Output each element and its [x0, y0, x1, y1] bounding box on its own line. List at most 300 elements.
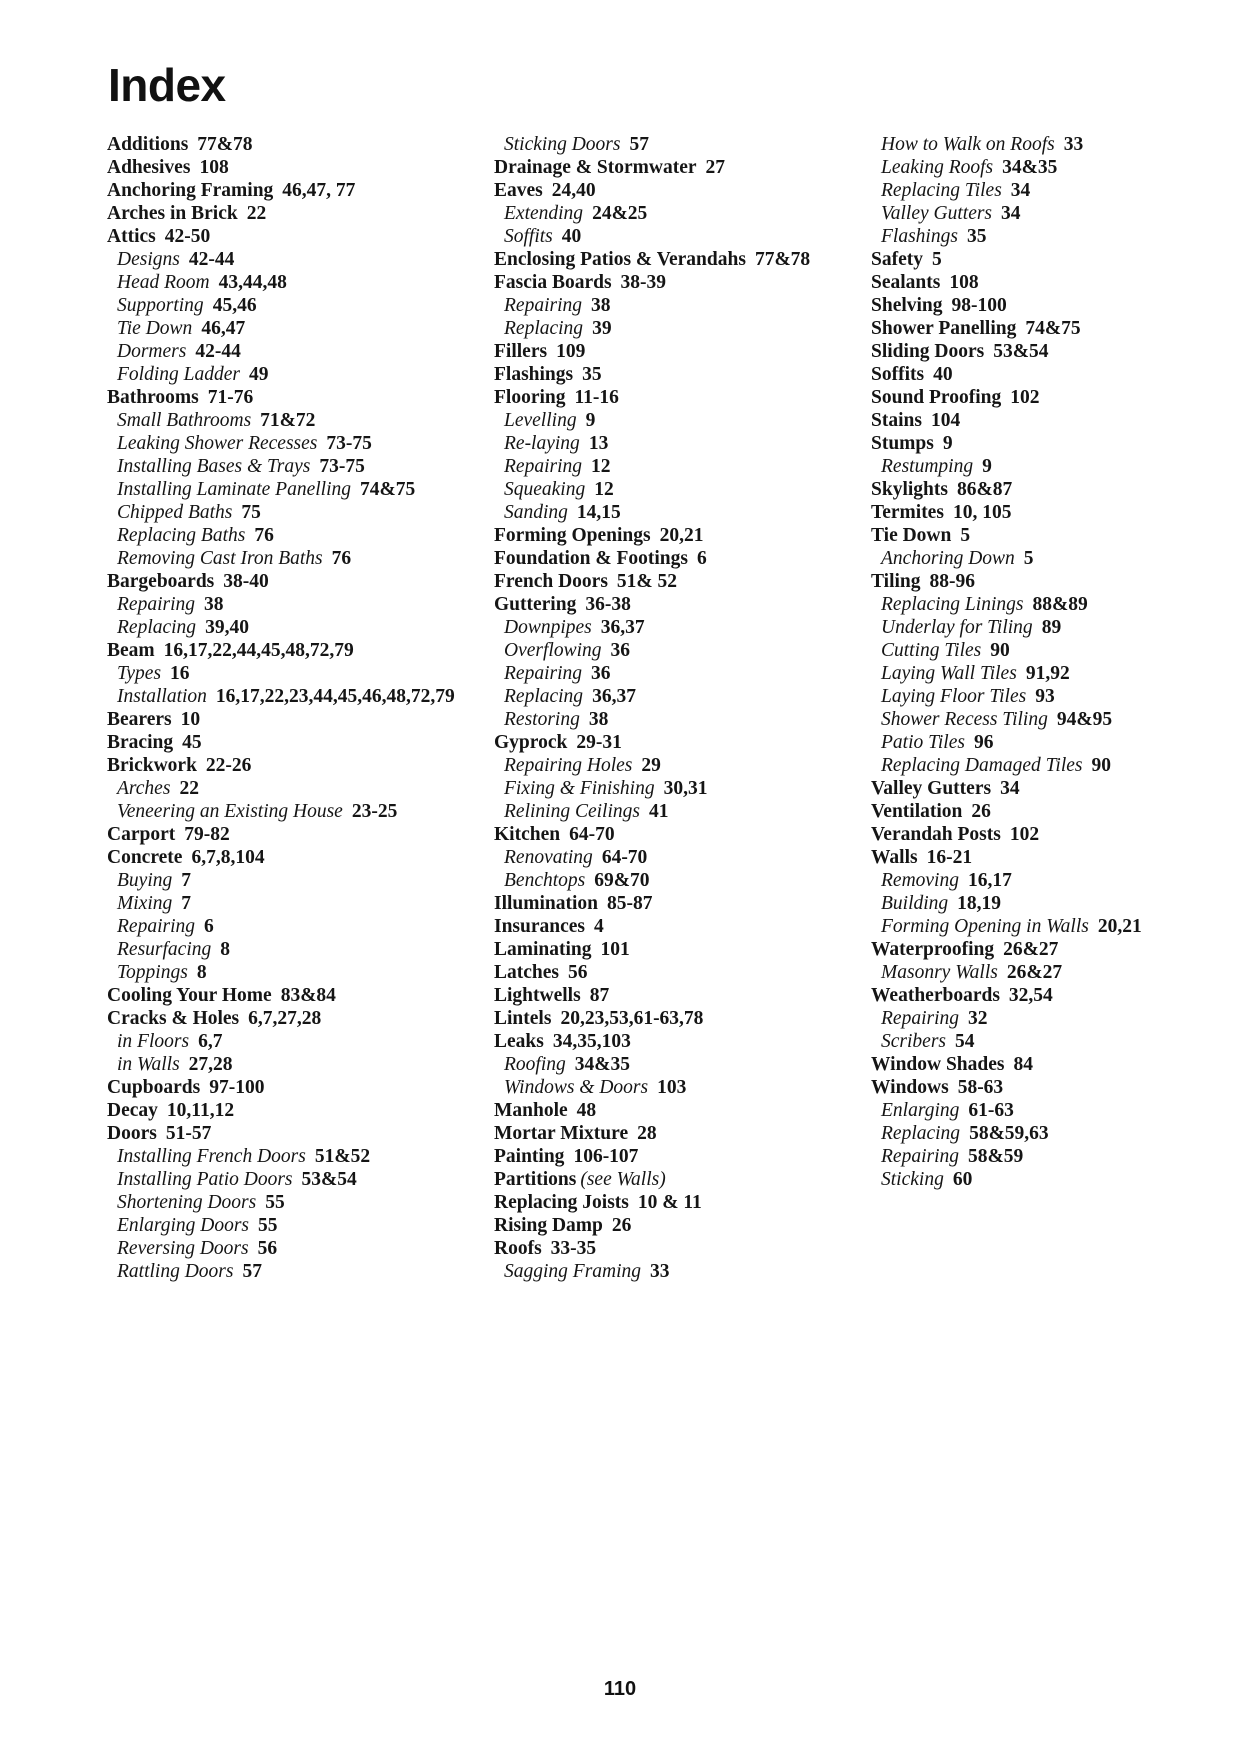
index-subentry: [871, 639, 1236, 662]
entry-pages: 32,54: [1008, 985, 1053, 1006]
index-entry: [107, 639, 487, 662]
entry-term: Flooring: [494, 387, 566, 408]
index-entry: [494, 156, 859, 179]
entry-pages: 61-63: [968, 1100, 1014, 1121]
entry-term: Shower Panelling: [871, 318, 1017, 339]
entry-term: Removing: [881, 870, 959, 891]
entry-pages: 38: [588, 709, 609, 730]
index-column-2: [494, 133, 859, 1283]
index-subentry: [107, 1260, 487, 1283]
entry-term: Installation: [117, 686, 207, 707]
index-subentry: [871, 869, 1236, 892]
index-subentry: [107, 524, 487, 547]
entry-term: Attics: [107, 226, 156, 247]
entry-term: Sliding Doors: [871, 341, 985, 362]
index-subentry: [871, 547, 1236, 570]
index-subentry: [871, 892, 1236, 915]
entry-pages: 10: [180, 709, 201, 730]
index-subentry: [107, 593, 487, 616]
index-entry: [871, 1053, 1236, 1076]
entry-term: Windows & Doors: [504, 1077, 649, 1098]
entry-term: Installing Laminate Panelling: [117, 479, 351, 500]
index-entry: [494, 1145, 859, 1168]
entry-term: Cutting Tiles: [881, 640, 982, 661]
index-subentry: [107, 478, 487, 501]
entry-pages: 41: [648, 801, 669, 822]
entry-pages: 77&78: [754, 249, 811, 270]
entry-term: Reversing Doors: [117, 1238, 249, 1259]
entry-term: Partitions: [494, 1169, 577, 1190]
entry-term: Additions: [107, 134, 189, 155]
entry-pages: 53&54: [301, 1169, 357, 1190]
index-entry: [494, 1191, 859, 1214]
entry-pages: 26: [971, 801, 991, 822]
index-subentry: [107, 317, 487, 340]
index-subentry: [494, 225, 859, 248]
entry-term: Underlay for Tiling: [881, 617, 1033, 638]
index-subentry: [107, 409, 487, 432]
entry-pages: 53&54: [993, 341, 1049, 362]
index-entry: [494, 915, 859, 938]
entry-term: Doors: [107, 1123, 157, 1144]
entry-pages: 42-44: [188, 249, 235, 270]
entry-term: Shortening Doors: [117, 1192, 257, 1213]
entry-term: Replacing Baths: [117, 525, 246, 546]
entry-pages: 108: [949, 272, 979, 293]
entry-pages: 75: [241, 502, 261, 523]
entry-term: Cooling Your Home: [107, 985, 272, 1006]
entry-term: Arches in Brick: [107, 203, 238, 224]
entry-pages: 16-21: [926, 847, 973, 868]
index-subentry: [871, 225, 1236, 248]
index-entry: [494, 179, 859, 202]
index-entry: [107, 133, 487, 156]
entry-term: Waterproofing: [871, 939, 995, 960]
entry-pages: 22-26: [205, 755, 252, 776]
entry-pages: 6,7: [198, 1031, 223, 1052]
index-subentry: [871, 1145, 1236, 1168]
entry-term: French Doors: [494, 571, 608, 592]
entry-term: Patio Tiles: [881, 732, 965, 753]
index-entry: [494, 1168, 859, 1191]
entry-pages: 55: [258, 1215, 278, 1236]
index-entry: [107, 1122, 487, 1145]
index-entry: [871, 317, 1236, 340]
entry-term: Anchoring Down: [881, 548, 1015, 569]
index-subentry: [494, 846, 859, 869]
entry-term: Skylights: [871, 479, 948, 500]
index-entry: [494, 340, 859, 363]
index-entry: [107, 570, 487, 593]
entry-pages: 26&27: [1006, 962, 1063, 983]
entry-pages: 38-40: [223, 571, 269, 592]
entry-pages: 11-16: [574, 387, 619, 408]
index-subentry: [494, 1076, 859, 1099]
index-entry: [107, 225, 487, 248]
index-entry: [871, 340, 1236, 363]
entry-term: Shower Recess Tiling: [881, 709, 1048, 730]
entry-pages: 38: [591, 295, 611, 316]
index-entry: [494, 892, 859, 915]
index-subentry: [107, 432, 487, 455]
index-entry: [494, 1099, 859, 1122]
index-subentry: [107, 363, 487, 386]
index-subentry: [107, 1145, 487, 1168]
entry-term: Bearers: [107, 709, 172, 730]
index-entry: [107, 202, 487, 225]
entry-pages: 8: [220, 939, 230, 960]
index-entry: [494, 938, 859, 961]
entry-term: Lintels: [494, 1008, 552, 1029]
index-entry: [494, 1007, 859, 1030]
index-subentry: [494, 455, 859, 478]
index-subentry: [494, 1260, 859, 1283]
entry-pages: 14,15: [576, 502, 621, 523]
entry-pages: 98-100: [951, 295, 1007, 316]
entry-pages: 73-75: [326, 433, 372, 454]
index-entry: [871, 823, 1236, 846]
index-subentry: [494, 800, 859, 823]
entry-term: Flashings: [881, 226, 958, 247]
entry-pages: 108: [199, 157, 229, 178]
index-entry: [871, 386, 1236, 409]
entry-pages: 76: [254, 525, 274, 546]
entry-pages: 9: [982, 456, 992, 477]
entry-pages: 76: [331, 548, 352, 569]
entry-term: Beam: [107, 640, 155, 661]
entry-pages: 33: [650, 1261, 670, 1282]
entry-term: Foundation & Footings: [494, 548, 688, 569]
entry-term: Concrete: [107, 847, 183, 868]
index-entry: [107, 731, 487, 754]
entry-pages: 35: [966, 226, 987, 247]
index-subentry: [107, 915, 487, 938]
entry-term: Window Shades: [871, 1054, 1005, 1075]
entry-term: Arches: [117, 778, 171, 799]
index-subentry: [107, 662, 487, 685]
index-subentry: [494, 869, 859, 892]
entry-pages: 24,40: [551, 180, 596, 201]
entry-term: Roofs: [494, 1238, 542, 1259]
entry-term: Adhesives: [107, 157, 191, 178]
entry-pages: 64-70: [601, 847, 648, 868]
index-subentry: [107, 685, 487, 708]
entry-pages: 7: [181, 870, 191, 891]
entry-term: Fillers: [494, 341, 548, 362]
index-subentry: [107, 1168, 487, 1191]
entry-term: Soffits: [504, 226, 553, 247]
entry-term: Dormers: [117, 341, 187, 362]
entry-pages: 102: [1010, 387, 1040, 408]
entry-note: (see Walls): [580, 1169, 666, 1190]
entry-pages: 71&72: [260, 410, 316, 431]
entry-pages: 54: [955, 1031, 975, 1052]
entry-pages: 46,47: [201, 318, 246, 339]
index-entry: [871, 271, 1236, 294]
entry-term: Squeaking: [504, 479, 586, 500]
index-subentry: [871, 1122, 1236, 1145]
entry-term: Leaking Shower Recesses: [117, 433, 318, 454]
entry-pages: 86&87: [956, 479, 1013, 500]
entry-term: Safety: [871, 249, 923, 270]
entry-pages: 57: [242, 1261, 262, 1282]
entry-pages: 88&89: [1032, 594, 1088, 615]
entry-term: Fascia Boards: [494, 272, 612, 293]
entry-pages: 32: [968, 1008, 988, 1029]
entry-term: Sticking Doors: [504, 134, 621, 155]
index-subentry: [871, 731, 1236, 754]
entry-term: Bargeboards: [107, 571, 215, 592]
entry-term: Chipped Baths: [117, 502, 233, 523]
entry-pages: 79-82: [184, 824, 230, 845]
entry-term: Benchtops: [504, 870, 586, 891]
entry-term: Tiling: [871, 571, 921, 592]
index-subentry: [871, 961, 1236, 984]
index-entry: [107, 1007, 487, 1030]
entry-term: Scribers: [881, 1031, 946, 1052]
entry-term: Installing Bases & Trays: [117, 456, 311, 477]
entry-pages: 45: [182, 732, 202, 753]
index-subentry: [494, 202, 859, 225]
index-entry: [871, 501, 1236, 524]
entry-pages: 29: [641, 755, 661, 776]
index-entry: [494, 823, 859, 846]
entry-pages: 93: [1035, 686, 1055, 707]
index-entry: [494, 524, 859, 547]
entry-pages: 34&35: [1002, 157, 1058, 178]
page-number: 110: [603, 1678, 637, 1700]
entry-term: Repairing: [117, 916, 195, 937]
entry-pages: 5: [932, 249, 942, 270]
entry-term: Replacing: [117, 617, 197, 638]
index-subentry: [871, 662, 1236, 685]
index-entry: [494, 984, 859, 1007]
entry-pages: 90: [990, 640, 1010, 661]
entry-pages: 55: [265, 1192, 285, 1213]
index-subentry: [107, 800, 487, 823]
entry-pages: 36,37: [592, 686, 636, 707]
entry-pages: 30,31: [663, 778, 708, 799]
entry-pages: 94&95: [1056, 709, 1113, 730]
entry-term: Repairing: [117, 594, 195, 615]
index-entry: [494, 363, 859, 386]
entry-term: Drainage & Stormwater: [494, 157, 697, 178]
index-column-3: [871, 133, 1236, 1191]
index-subentry: [107, 1214, 487, 1237]
entry-pages: 18,19: [957, 893, 1002, 914]
entry-term: Soffits: [871, 364, 925, 385]
entry-term: Supporting: [117, 295, 204, 316]
entry-pages: 12: [591, 456, 611, 477]
entry-pages: 20,23,53,61-63,78: [560, 1008, 704, 1029]
entry-term: Folding Ladder: [117, 364, 240, 385]
index-entry: [494, 547, 859, 570]
index-entry: [494, 386, 859, 409]
index-subentry: [494, 639, 859, 662]
entry-pages: 56: [568, 962, 588, 983]
entry-term: Replacing: [504, 686, 584, 707]
entry-term: Cupboards: [107, 1077, 201, 1098]
index-entry: [494, 961, 859, 984]
entry-pages: 34: [1000, 778, 1020, 799]
entry-pages: 84: [1013, 1054, 1033, 1075]
entry-term: Shelving: [871, 295, 943, 316]
entry-term: Guttering: [494, 594, 577, 615]
index-subentry: [871, 156, 1236, 179]
entry-term: Decay: [107, 1100, 158, 1121]
entry-pages: 38: [204, 594, 224, 615]
index-entry: [871, 570, 1236, 593]
entry-term: Types: [117, 663, 162, 684]
entry-pages: 96: [973, 732, 994, 753]
entry-pages: 58&59: [968, 1146, 1024, 1167]
index-entry: [871, 409, 1236, 432]
entry-term: Sound Proofing: [871, 387, 1002, 408]
entry-pages: 5: [960, 525, 971, 546]
index-entry: [871, 524, 1236, 547]
entry-pages: 49: [248, 364, 269, 385]
index-subentry: [107, 869, 487, 892]
index-subentry: [494, 754, 859, 777]
entry-term: in Floors: [117, 1031, 190, 1052]
entry-term: Verandah Posts: [871, 824, 1001, 845]
entry-term: Replacing Linings: [881, 594, 1024, 615]
entry-pages: 36-38: [585, 594, 631, 615]
entry-term: Carport: [107, 824, 176, 845]
entry-pages: 28: [637, 1123, 657, 1144]
entry-term: Painting: [494, 1146, 565, 1167]
entry-pages: 12: [594, 479, 614, 500]
index-subentry: [871, 202, 1236, 225]
entry-term: Laying Wall Tiles: [881, 663, 1017, 684]
entry-term: Renovating: [504, 847, 593, 868]
entry-term: Masonry Walls: [881, 962, 998, 983]
entry-term: Stumps: [871, 433, 934, 454]
entry-pages: 87: [589, 985, 610, 1006]
entry-pages: 91,92: [1025, 663, 1070, 684]
entry-term: Forming Opening in Walls: [881, 916, 1089, 937]
index-subentry: [494, 685, 859, 708]
entry-pages: 36: [610, 640, 630, 661]
entry-term: Roofing: [504, 1054, 566, 1075]
entry-pages: 36: [591, 663, 611, 684]
index-subentry: [107, 961, 487, 984]
index-entry: [107, 156, 487, 179]
index-entry: [494, 731, 859, 754]
entry-term: Weatherboards: [871, 985, 1000, 1006]
entry-term: Enclosing Patios & Verandahs: [494, 249, 746, 270]
entry-pages: 9: [942, 433, 953, 454]
entry-pages: 51& 52: [616, 571, 678, 592]
entry-term: Ventilation: [871, 801, 963, 822]
entry-term: How to Walk on Roofs: [881, 134, 1055, 155]
entry-term: Repairing: [504, 295, 582, 316]
entry-pages: 5: [1023, 548, 1034, 569]
entry-pages: 10,11,12: [166, 1100, 235, 1121]
entry-pages: 58&59,63: [969, 1123, 1049, 1144]
entry-term: Illumination: [494, 893, 599, 914]
entry-term: Installing French Doors: [117, 1146, 306, 1167]
index-subentry: [107, 340, 487, 363]
index-entry: [871, 1076, 1236, 1099]
index-entry: [871, 432, 1236, 455]
entry-pages: 10, 105: [952, 502, 1012, 523]
entry-pages: 77&78: [197, 134, 253, 155]
index-entry: [871, 363, 1236, 386]
index-subentry: [494, 1053, 859, 1076]
entry-term: Sealants: [871, 272, 941, 293]
entry-term: Insurances: [494, 916, 586, 937]
index-subentry: [494, 317, 859, 340]
entry-term: Walls: [871, 847, 918, 868]
index-entry: [494, 1122, 859, 1145]
entry-pages: 60: [952, 1169, 973, 1190]
index-entry: [107, 708, 487, 731]
index-subentry: [494, 432, 859, 455]
entry-term: Building: [881, 893, 949, 914]
index-subentry: [871, 1030, 1236, 1053]
entry-pages: 40: [561, 226, 582, 247]
index-entry: [871, 478, 1236, 501]
entry-term: Flashings: [494, 364, 574, 385]
entry-term: Replacing: [881, 1123, 961, 1144]
entry-term: Latches: [494, 962, 559, 983]
entry-term: Buying: [117, 870, 173, 891]
index-entry: [107, 179, 487, 202]
index-subentry: [494, 294, 859, 317]
entry-pages: 16: [170, 663, 190, 684]
index-entry: [871, 800, 1236, 823]
index-subentry: [871, 1007, 1236, 1030]
index-subentry: [871, 1168, 1236, 1191]
entry-pages: 16,17,22,23,44,45,46,48,72,79: [215, 686, 455, 707]
entry-pages: 89: [1041, 617, 1062, 638]
entry-term: Cracks & Holes: [107, 1008, 240, 1029]
entry-term: Mortar Mixture: [494, 1123, 629, 1144]
entry-term: Leaks: [494, 1031, 544, 1052]
entry-term: Laminating: [494, 939, 592, 960]
entry-term: Enlarging Doors: [117, 1215, 249, 1236]
index-subentry: [107, 455, 487, 478]
index-entry: [494, 593, 859, 616]
index-subentry: [107, 547, 487, 570]
index-entry: [494, 1030, 859, 1053]
entry-pages: 34,35,103: [552, 1031, 631, 1052]
entry-pages: 38-39: [620, 272, 667, 293]
entry-term: Replacing Damaged Tiles: [881, 755, 1083, 776]
entry-term: Termites: [871, 502, 944, 523]
index-subentry: [107, 271, 487, 294]
index-entry: [107, 386, 487, 409]
index-entry: [871, 938, 1236, 961]
entry-pages: 27: [705, 157, 726, 178]
entry-pages: 22: [246, 203, 267, 224]
entry-pages: 40: [933, 364, 953, 385]
entry-term: Tie Down: [117, 318, 193, 339]
entry-term: Installing Patio Doors: [117, 1169, 293, 1190]
entry-term: Enlarging: [881, 1100, 960, 1121]
index-subentry: [871, 179, 1236, 202]
index-entry: [107, 823, 487, 846]
entry-term: Resurfacing: [117, 939, 212, 960]
entry-pages: 9: [585, 410, 596, 431]
entry-term: Rattling Doors: [117, 1261, 234, 1282]
index-subentry: [494, 409, 859, 432]
entry-pages: 106-107: [573, 1146, 639, 1167]
entry-pages: 57: [629, 134, 649, 155]
entry-pages: 27,28: [188, 1054, 233, 1075]
entry-term: Replacing Joists: [494, 1192, 629, 1213]
